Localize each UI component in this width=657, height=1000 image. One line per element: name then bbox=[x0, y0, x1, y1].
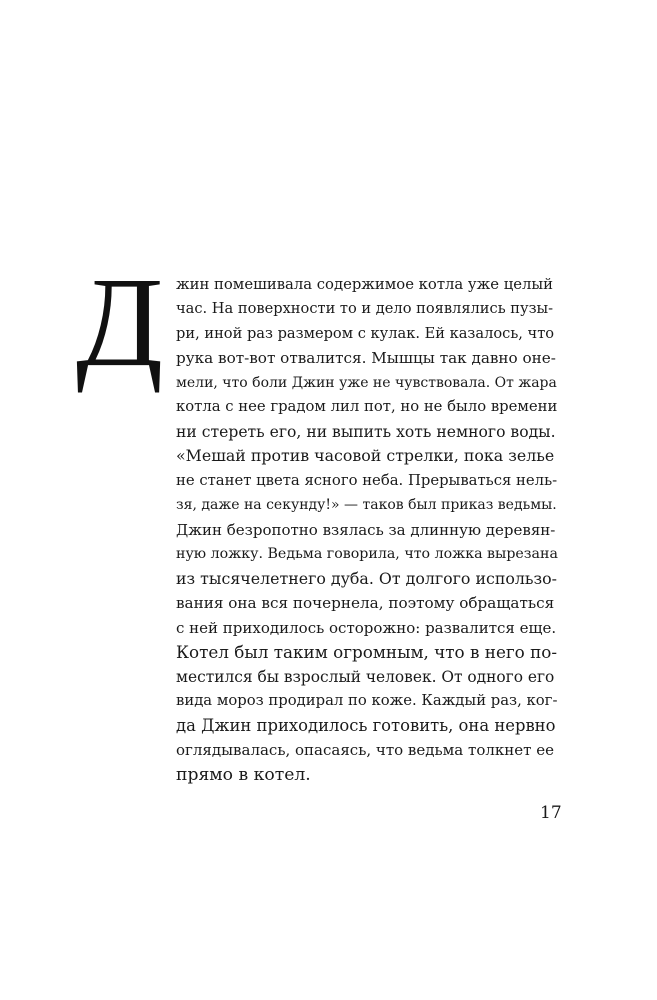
page-number: 17 bbox=[540, 803, 562, 823]
paragraph-3-line-5: с ней приходилось осторожно: развалится еще. bbox=[176, 619, 557, 637]
paragraph-1-line-7: ни стереть его, ни выпить хоть немного воды. bbox=[176, 423, 556, 441]
paragraph-1-line-6: котла с нее градом лил пот, но не было времени bbox=[176, 398, 558, 415]
drop-cap-letter: Д bbox=[76, 251, 164, 393]
paragraph-4-line-5: оглядывалась, опасаясь, что ведьма толкнет ее bbox=[176, 741, 554, 759]
paragraph-4-line-2: местился бы взрослый человек. От одного его bbox=[176, 668, 555, 686]
paragraph-1-line-3: ри, иной раз размером с кулак. Ей казалось, что bbox=[176, 325, 555, 342]
paragraph-2-line-2: не станет цвета ясного неба. Прерываться нель- bbox=[176, 472, 558, 489]
paragraph-1-line-4: рука вот-вот отвалится. Мышцы так давно оне- bbox=[176, 349, 556, 367]
paragraph-2-line-3: зя, даже на секунду!» — таков был приказ ведьмы. bbox=[176, 497, 557, 513]
paragraph-4-line-3: вида мороз продирал по коже. Каждый раз, ког- bbox=[176, 692, 558, 709]
paragraph-4-line-4: да Джин приходилось готовить, она нервно bbox=[176, 716, 556, 735]
paragraph-4-line-1: Котел был таким огромным, что в него по- bbox=[176, 642, 558, 662]
paragraph-3-line-3: из тысячелетнего дуба. От долгого использо- bbox=[176, 569, 557, 588]
paragraph-1-line-1: жин помешивала содержимое котла уже целый bbox=[176, 276, 554, 293]
paragraph-1-line-2: час. На поверхности то и дело появлялись пузы- bbox=[176, 300, 554, 317]
paragraph-2-line-1: «Мешай против часовой стрелки, пока зелье bbox=[176, 446, 555, 465]
paragraph-4-line-6: прямо в котел. bbox=[176, 765, 311, 785]
paragraph-3-line-2: ную ложку. Ведьма говорила, что ложка вырезана bbox=[176, 546, 558, 562]
paragraph-3-line-1: Джин безропотно взялась за длинную деревян- bbox=[176, 521, 556, 539]
paragraph-3-line-4: вания она вся почернела, поэтому обращаться bbox=[176, 594, 555, 612]
paragraph-1-line-5: мели, что боли Джин уже не чувствовала. От жара bbox=[176, 375, 557, 391]
